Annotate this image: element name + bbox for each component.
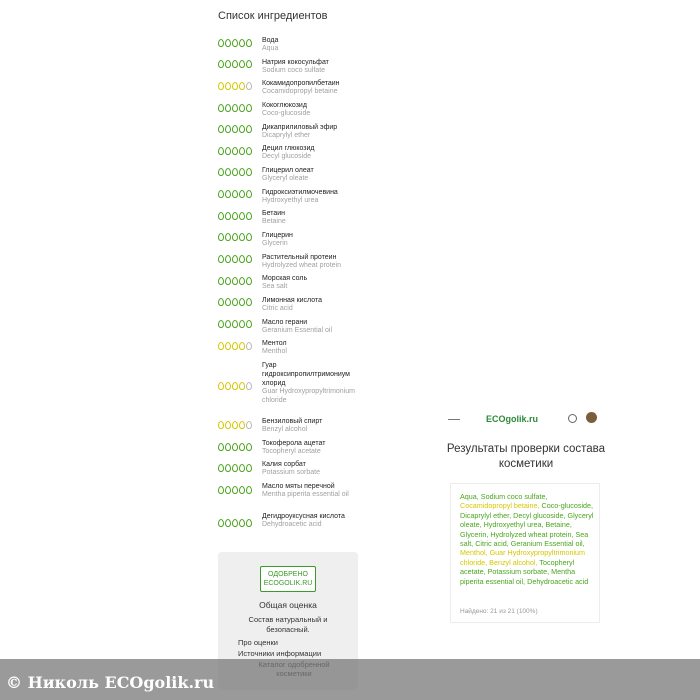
drop-icon — [218, 464, 224, 472]
drop-icon — [225, 255, 231, 263]
drop-icon — [246, 255, 252, 263]
drop-icon — [246, 147, 252, 155]
result-ingredient: Mentha piperita essential oil, — [460, 567, 576, 586]
ingredient-name: Натрия кокосульфат — [262, 59, 329, 66]
safety-rating-drops — [218, 38, 256, 50]
drop-icon — [218, 519, 224, 527]
safety-rating-drops — [218, 463, 256, 475]
drop-icon — [239, 104, 245, 112]
results-title: Результаты проверки состава косметики — [446, 443, 606, 470]
ingredient-name: Масло мяты перечной — [262, 483, 335, 490]
drop-icon — [232, 212, 238, 220]
drop-icon — [218, 233, 224, 241]
safety-rating-drops — [218, 381, 256, 393]
drop-icon — [225, 168, 231, 176]
result-ingredient: Benzyl alcohol, — [489, 557, 540, 567]
drop-icon — [232, 298, 238, 306]
result-ingredient: Dicaprylyl ether, — [460, 510, 514, 520]
drop-icon — [239, 519, 245, 527]
ingredient-latin-name: Cocamidopropyl betaine — [262, 88, 338, 95]
drop-icon — [225, 464, 231, 472]
drop-icon — [246, 39, 252, 47]
ingredient-name: Лимонная кислота — [262, 297, 322, 304]
ingredient-name: Гуар гидроксипропилтримониум хлорид — [262, 362, 350, 387]
drop-icon — [246, 104, 252, 112]
drop-icon — [232, 277, 238, 285]
safety-rating-drops — [218, 254, 256, 266]
drop-icon — [232, 125, 238, 133]
drop-icon — [225, 104, 231, 112]
drop-icon — [239, 82, 245, 90]
drop-icon — [246, 82, 252, 90]
ingredient-name: Бензиловый спирт — [262, 418, 323, 425]
drop-icon — [218, 190, 224, 198]
drop-icon — [239, 342, 245, 350]
drop-icon — [218, 320, 224, 328]
ingredient-name: Токоферола ацетат — [262, 440, 326, 447]
drop-icon — [232, 382, 238, 390]
found-count: Найдено: 21 из 21 (100%) — [460, 608, 538, 615]
drop-icon — [246, 382, 252, 390]
ingredient-name: Глицерин — [262, 232, 293, 239]
result-ingredient: Cocamidopropyl betaine, — [460, 501, 542, 511]
ingredient-latin-name: Betaine — [262, 218, 286, 225]
safety-rating-drops — [218, 189, 256, 201]
ingredient-name: Калия сорбат — [262, 461, 306, 468]
drop-icon — [225, 82, 231, 90]
drop-icon — [232, 104, 238, 112]
avatar[interactable] — [586, 412, 597, 423]
drop-icon — [225, 125, 231, 133]
ingredient-latin-name: Benzyl alcohol — [262, 426, 308, 433]
safety-rating-drops — [218, 124, 256, 136]
drop-icon — [218, 104, 224, 112]
drop-icon — [218, 168, 224, 176]
result-ingredient: Coco-glucoside, — [541, 501, 594, 511]
drop-icon — [232, 464, 238, 472]
drop-icon — [232, 421, 238, 429]
drop-icon — [225, 147, 231, 155]
result-ingredient: Betaine, — [545, 520, 572, 530]
safety-rating-drops — [218, 341, 256, 353]
drop-icon — [239, 168, 245, 176]
drop-icon — [246, 421, 252, 429]
drop-icon — [232, 443, 238, 451]
ingredient-latin-name: Hydrolyzed wheat protein — [262, 262, 341, 269]
drop-icon — [246, 212, 252, 220]
drop-icon — [239, 443, 245, 451]
drop-icon — [239, 255, 245, 263]
drop-icon — [239, 382, 245, 390]
ingredient-latin-name: Mentha piperita essential oil — [262, 491, 349, 498]
drop-icon — [232, 342, 238, 350]
menu-icon[interactable] — [448, 419, 460, 420]
ingredient-latin-name: Sodium coco sulfate — [262, 67, 326, 74]
result-ingredient: Glyceryl oleate, — [460, 510, 594, 530]
ingredient-name: Глицерил олеат — [262, 167, 314, 174]
drop-icon — [239, 147, 245, 155]
safety-rating-drops — [218, 518, 256, 530]
drop-icon — [232, 486, 238, 494]
search-icon[interactable] — [568, 414, 577, 423]
result-ingredient: Citric acid, — [475, 539, 511, 549]
drop-icon — [225, 486, 231, 494]
drop-icon — [218, 421, 224, 429]
drop-icon — [225, 320, 231, 328]
ingredient-name: Бетаин — [262, 210, 286, 217]
drop-icon — [239, 60, 245, 68]
drop-icon — [218, 39, 224, 47]
drop-icon — [246, 60, 252, 68]
drop-icon — [232, 190, 238, 198]
safety-rating-drops — [218, 276, 256, 288]
drop-icon — [232, 519, 238, 527]
result-ingredient: Guar Hydroxypropyltrimonium chloride, — [460, 548, 586, 567]
badge-line2: ECOGOLIK.RU — [263, 580, 313, 587]
ingredient-name: Ментол — [262, 340, 287, 347]
ingredient-name: Децил глюкозид — [262, 145, 315, 152]
drop-icon — [246, 342, 252, 350]
drop-icon — [239, 190, 245, 198]
drop-icon — [239, 298, 245, 306]
drop-icon — [225, 421, 231, 429]
drop-icon — [239, 212, 245, 220]
ingredient-latin-name: Tocopheryl acetate — [262, 448, 321, 455]
drop-icon — [239, 277, 245, 285]
drop-icon — [218, 486, 224, 494]
result-ingredient: Glycerin, — [460, 529, 491, 539]
drop-icon — [225, 277, 231, 285]
result-ingredient: Sodium coco sulfate, — [480, 492, 548, 501]
ingredient-name: Дегидроуксусная кислота — [262, 513, 345, 520]
ingredients-list-title: Список ингредиентов — [218, 10, 328, 22]
result-ingredient: Aqua, — [460, 492, 481, 501]
ingredient-name: Кокамидопропилбетаин — [262, 80, 340, 87]
site-logo[interactable]: ECOgolik.ru — [486, 414, 539, 424]
safety-rating-drops — [218, 442, 256, 454]
drop-icon — [232, 320, 238, 328]
drop-icon — [218, 147, 224, 155]
safety-rating-drops — [218, 81, 256, 93]
safety-rating-drops — [218, 211, 256, 223]
drop-icon — [246, 168, 252, 176]
drop-icon — [246, 320, 252, 328]
drop-icon — [239, 421, 245, 429]
safety-rating-drops — [218, 485, 256, 497]
ingredient-latin-name: Sea salt — [262, 283, 288, 290]
drop-icon — [218, 342, 224, 350]
safety-rating-drops — [218, 59, 256, 71]
drop-icon — [225, 342, 231, 350]
drop-icon — [218, 255, 224, 263]
drop-icon — [239, 233, 245, 241]
drop-icon — [246, 190, 252, 198]
drop-icon — [232, 60, 238, 68]
ingredient-latin-name: Potassium sorbate — [262, 469, 320, 476]
ingredient-latin-name: Coco-glucoside — [262, 110, 311, 117]
drop-icon — [218, 443, 224, 451]
drop-icon — [218, 82, 224, 90]
ingredient-latin-name: Decyl glucoside — [262, 153, 312, 160]
ingredient-latin-name: Geranium Essential oil — [262, 327, 333, 334]
approved-badge — [260, 566, 316, 592]
drop-icon — [232, 168, 238, 176]
drop-icon — [225, 519, 231, 527]
result-ingredient: Hydroxyethyl urea, — [483, 520, 546, 530]
drop-icon — [246, 443, 252, 451]
drop-icon — [225, 443, 231, 451]
ingredient-latin-name: Dehydroacetic acid — [262, 521, 322, 528]
safety-rating-drops — [218, 420, 256, 432]
drop-icon — [218, 125, 224, 133]
drop-icon — [246, 486, 252, 494]
overall-title: Общая оценка — [259, 600, 317, 610]
safety-rating-drops — [218, 167, 256, 179]
drop-icon — [218, 277, 224, 285]
overall-text: Состав натуральный и безопасный. — [248, 615, 328, 634]
drop-icon — [232, 82, 238, 90]
drop-icon — [232, 147, 238, 155]
ingredient-name: Кокоглюкозид — [262, 102, 307, 109]
site-header — [444, 410, 608, 428]
drop-icon — [225, 60, 231, 68]
result-ingredient: Potassium sorbate, — [487, 567, 552, 577]
result-ingredient: Tocopheryl acetate, — [460, 557, 575, 577]
ingredient-latin-name: Guar Hydroxypropyltrimonium chloride — [262, 388, 355, 404]
drop-icon — [232, 233, 238, 241]
link-about-ratings[interactable]: Про оценки — [238, 638, 278, 647]
drop-icon — [232, 39, 238, 47]
safety-rating-drops — [218, 319, 256, 331]
result-ingredient: Decyl glucoside, — [513, 510, 568, 520]
drop-icon — [225, 212, 231, 220]
drop-icon — [246, 464, 252, 472]
ingredient-name: Морская соль — [262, 275, 308, 282]
drop-icon — [225, 190, 231, 198]
safety-rating-drops — [218, 297, 256, 309]
drop-icon — [246, 298, 252, 306]
ingredient-latin-name: Glyceryl oleate — [262, 175, 309, 182]
drop-icon — [239, 125, 245, 133]
results-box — [450, 483, 600, 623]
drop-icon — [225, 39, 231, 47]
badge-line1: ОДОБРЕНО — [268, 571, 308, 578]
watermark-text: © Николь ECOgolik.ru — [6, 673, 215, 692]
safety-rating-drops — [218, 232, 256, 244]
link-sources[interactable]: Источники информации — [238, 649, 322, 658]
ingredient-name: Растительный протеин — [262, 254, 337, 261]
ingredient-name: Гидроксиэтилмочевина — [262, 189, 338, 196]
ingredient-latin-name: Dicaprylyl ether — [262, 132, 311, 139]
ingredient-name: Дикаприлиловый эфир — [262, 124, 338, 131]
result-ingredient: Sea salt, — [460, 529, 589, 549]
drop-icon — [246, 233, 252, 241]
drop-icon — [225, 298, 231, 306]
ingredient-name: Масло герани — [262, 319, 308, 326]
drop-icon — [225, 382, 231, 390]
watermark-bar — [0, 659, 700, 700]
ingredient-latin-name: Citric acid — [262, 305, 293, 312]
ingredient-latin-name: Menthol — [262, 348, 287, 355]
result-ingredient: Geranium Essential oil, — [510, 539, 585, 549]
ingredient-name: Вода — [262, 37, 279, 44]
drop-icon — [239, 464, 245, 472]
result-ingredient: Dehydroacetic acid — [527, 576, 589, 586]
safety-rating-drops — [218, 103, 256, 115]
drop-icon — [239, 39, 245, 47]
drop-icon — [218, 212, 224, 220]
drop-icon — [218, 60, 224, 68]
drop-icon — [239, 320, 245, 328]
ingredient-latin-name: Hydroxyethyl urea — [262, 197, 319, 204]
drop-icon — [225, 233, 231, 241]
results-text — [460, 492, 594, 586]
drop-icon — [246, 277, 252, 285]
drop-icon — [239, 486, 245, 494]
safety-rating-drops — [218, 146, 256, 158]
result-ingredient: Menthol, — [460, 548, 490, 558]
drop-icon — [218, 298, 224, 306]
drop-icon — [218, 382, 224, 390]
result-ingredient: Hydrolyzed wheat protein, — [490, 529, 576, 539]
drop-icon — [246, 125, 252, 133]
drop-icon — [232, 255, 238, 263]
drop-icon — [246, 519, 252, 527]
ingredient-latin-name: Glycerin — [262, 240, 288, 247]
ingredient-latin-name: Aqua — [262, 45, 279, 52]
